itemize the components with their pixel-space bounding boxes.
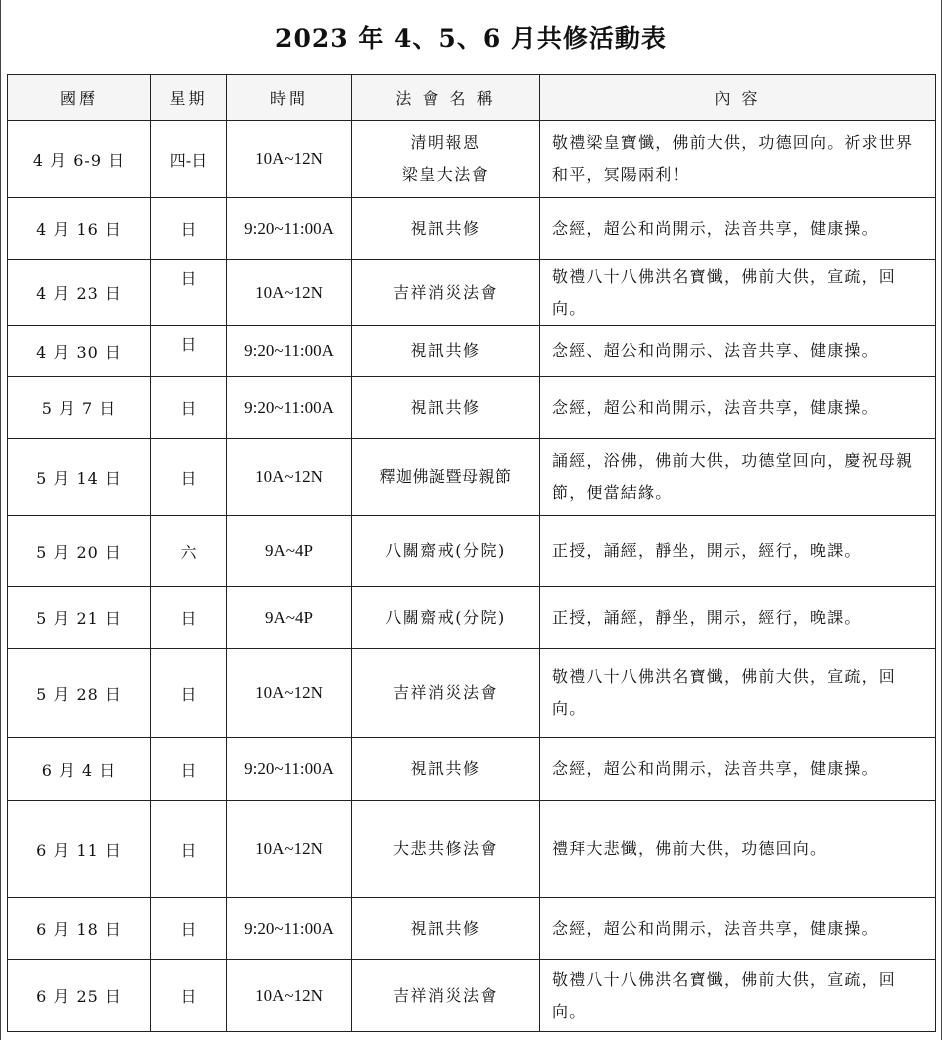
header-row <box>8 75 936 121</box>
event-cell: 釋迦佛誕暨母親節 <box>352 439 540 516</box>
time-cell: 9:20~11:00A <box>227 898 352 960</box>
content-cell: 念經、超公和尚開示、法音共享、健康操。 <box>540 326 936 377</box>
event-cell: 視訊共修 <box>352 738 540 801</box>
table-row <box>8 649 936 738</box>
event-cell: 八關齋戒(分院) <box>352 516 540 587</box>
weekday-cell: 日 <box>151 587 227 649</box>
page-title: 2023 年 4、5、6 月共修活動表 <box>275 24 667 53</box>
date-cell: 5 月 7 日 <box>8 377 151 439</box>
weekday-cell: 日 <box>151 377 227 439</box>
content-cell: 正授，誦經，靜坐，開示，經行，晚課。 <box>540 587 936 649</box>
date-cell: 5 月 21 日 <box>8 587 151 649</box>
time-cell: 10A~12N <box>227 960 352 1032</box>
time-cell: 10A~12N <box>227 801 352 898</box>
time-cell: 10A~12N <box>227 121 352 198</box>
content-cell: 敬禮八十八佛洪名寶懺，佛前大供，宣疏，回向。 <box>540 960 936 1032</box>
weekday-cell: 日 <box>151 738 227 801</box>
date-cell: 4 月 6-9 日 <box>8 121 151 198</box>
time-cell: 9A~4P <box>227 587 352 649</box>
date-cell: 5 月 20 日 <box>8 516 151 587</box>
date-cell: 5 月 14 日 <box>8 439 151 516</box>
event-cell: 視訊共修 <box>352 898 540 960</box>
table-row <box>8 121 936 198</box>
header-date: 國曆 <box>8 75 151 121</box>
weekday-cell: 六 <box>151 516 227 587</box>
time-cell: 9:20~11:00A <box>227 198 352 260</box>
event-cell: 八關齋戒(分院) <box>352 587 540 649</box>
date-cell: 6 月 4 日 <box>8 738 151 801</box>
event-cell: 視訊共修 <box>352 198 540 260</box>
header-time: 時間 <box>227 75 352 121</box>
time-cell: 10A~12N <box>227 260 352 326</box>
weekday-cell: 日 <box>151 198 227 260</box>
event-cell: 視訊共修 <box>352 326 540 377</box>
event-cell: 視訊共修 <box>352 377 540 439</box>
time-cell: 9:20~11:00A <box>227 377 352 439</box>
weekday-cell: 日 <box>151 801 227 898</box>
time-cell: 10A~12N <box>227 649 352 738</box>
weekday-cell: 日 <box>151 439 227 516</box>
header-content: 內 容 <box>540 75 936 121</box>
time-cell: 9:20~11:00A <box>227 326 352 377</box>
weekday-cell: 日 <box>151 649 227 738</box>
content-cell: 禮拜大悲懺，佛前大供，功德回向。 <box>540 801 936 898</box>
date-cell: 6 月 25 日 <box>8 960 151 1032</box>
header-weekday: 星期 <box>151 75 227 121</box>
content-cell: 念經，超公和尚開示，法音共享，健康操。 <box>540 377 936 439</box>
event-cell: 吉祥消災法會 <box>352 260 540 326</box>
content-cell: 正授，誦經，靜坐，開示，經行，晚課。 <box>540 516 936 587</box>
event-cell: 吉祥消災法會 <box>352 960 540 1032</box>
content-cell: 念經，超公和尚開示，法音共享，健康操。 <box>540 898 936 960</box>
content-cell: 敬禮八十八佛洪名寶懺，佛前大供，宣疏，回向。 <box>540 260 936 326</box>
weekday-cell: 日 <box>151 260 227 326</box>
table-row <box>8 198 936 260</box>
table-row <box>8 738 936 801</box>
table-row <box>8 960 936 1032</box>
content-cell: 誦經，浴佛，佛前大供，功德堂回向，慶祝母親節，便當結緣。 <box>540 439 936 516</box>
table-row <box>8 801 936 898</box>
event-cell: 清明報恩 梁皇大法會 <box>352 121 540 198</box>
time-cell: 9:20~11:00A <box>227 738 352 801</box>
date-cell: 4 月 16 日 <box>8 198 151 260</box>
date-cell: 4 月 30 日 <box>8 326 151 377</box>
table-row <box>8 587 936 649</box>
date-cell: 6 月 11 日 <box>8 801 151 898</box>
content-cell: 敬禮梁皇寶懺，佛前大供，功德回向。祈求世界和平，冥陽兩利！ <box>540 121 936 198</box>
content-cell: 念經，超公和尚開示，法音共享，健康操。 <box>540 738 936 801</box>
time-cell: 10A~12N <box>227 439 352 516</box>
table-row <box>8 439 936 516</box>
table-row <box>8 326 936 377</box>
weekday-cell: 四-日 <box>151 121 227 198</box>
schedule-table <box>7 74 936 1032</box>
time-cell: 9A~4P <box>227 516 352 587</box>
weekday-cell: 日 <box>151 960 227 1032</box>
date-cell: 5 月 28 日 <box>8 649 151 738</box>
date-cell: 6 月 18 日 <box>8 898 151 960</box>
date-cell: 4 月 23 日 <box>8 260 151 326</box>
event-cell: 大悲共修法會 <box>352 801 540 898</box>
weekday-cell: 日 <box>151 326 227 377</box>
table-row <box>8 898 936 960</box>
table-row <box>8 260 936 326</box>
content-cell: 念經，超公和尚開示，法音共享，健康操。 <box>540 198 936 260</box>
header-event: 法 會 名 稱 <box>352 75 540 121</box>
table-row <box>8 377 936 439</box>
content-cell: 敬禮八十八佛洪名寶懺，佛前大供，宣疏，回向。 <box>540 649 936 738</box>
event-cell: 吉祥消災法會 <box>352 649 540 738</box>
table-row <box>8 516 936 587</box>
weekday-cell: 日 <box>151 898 227 960</box>
